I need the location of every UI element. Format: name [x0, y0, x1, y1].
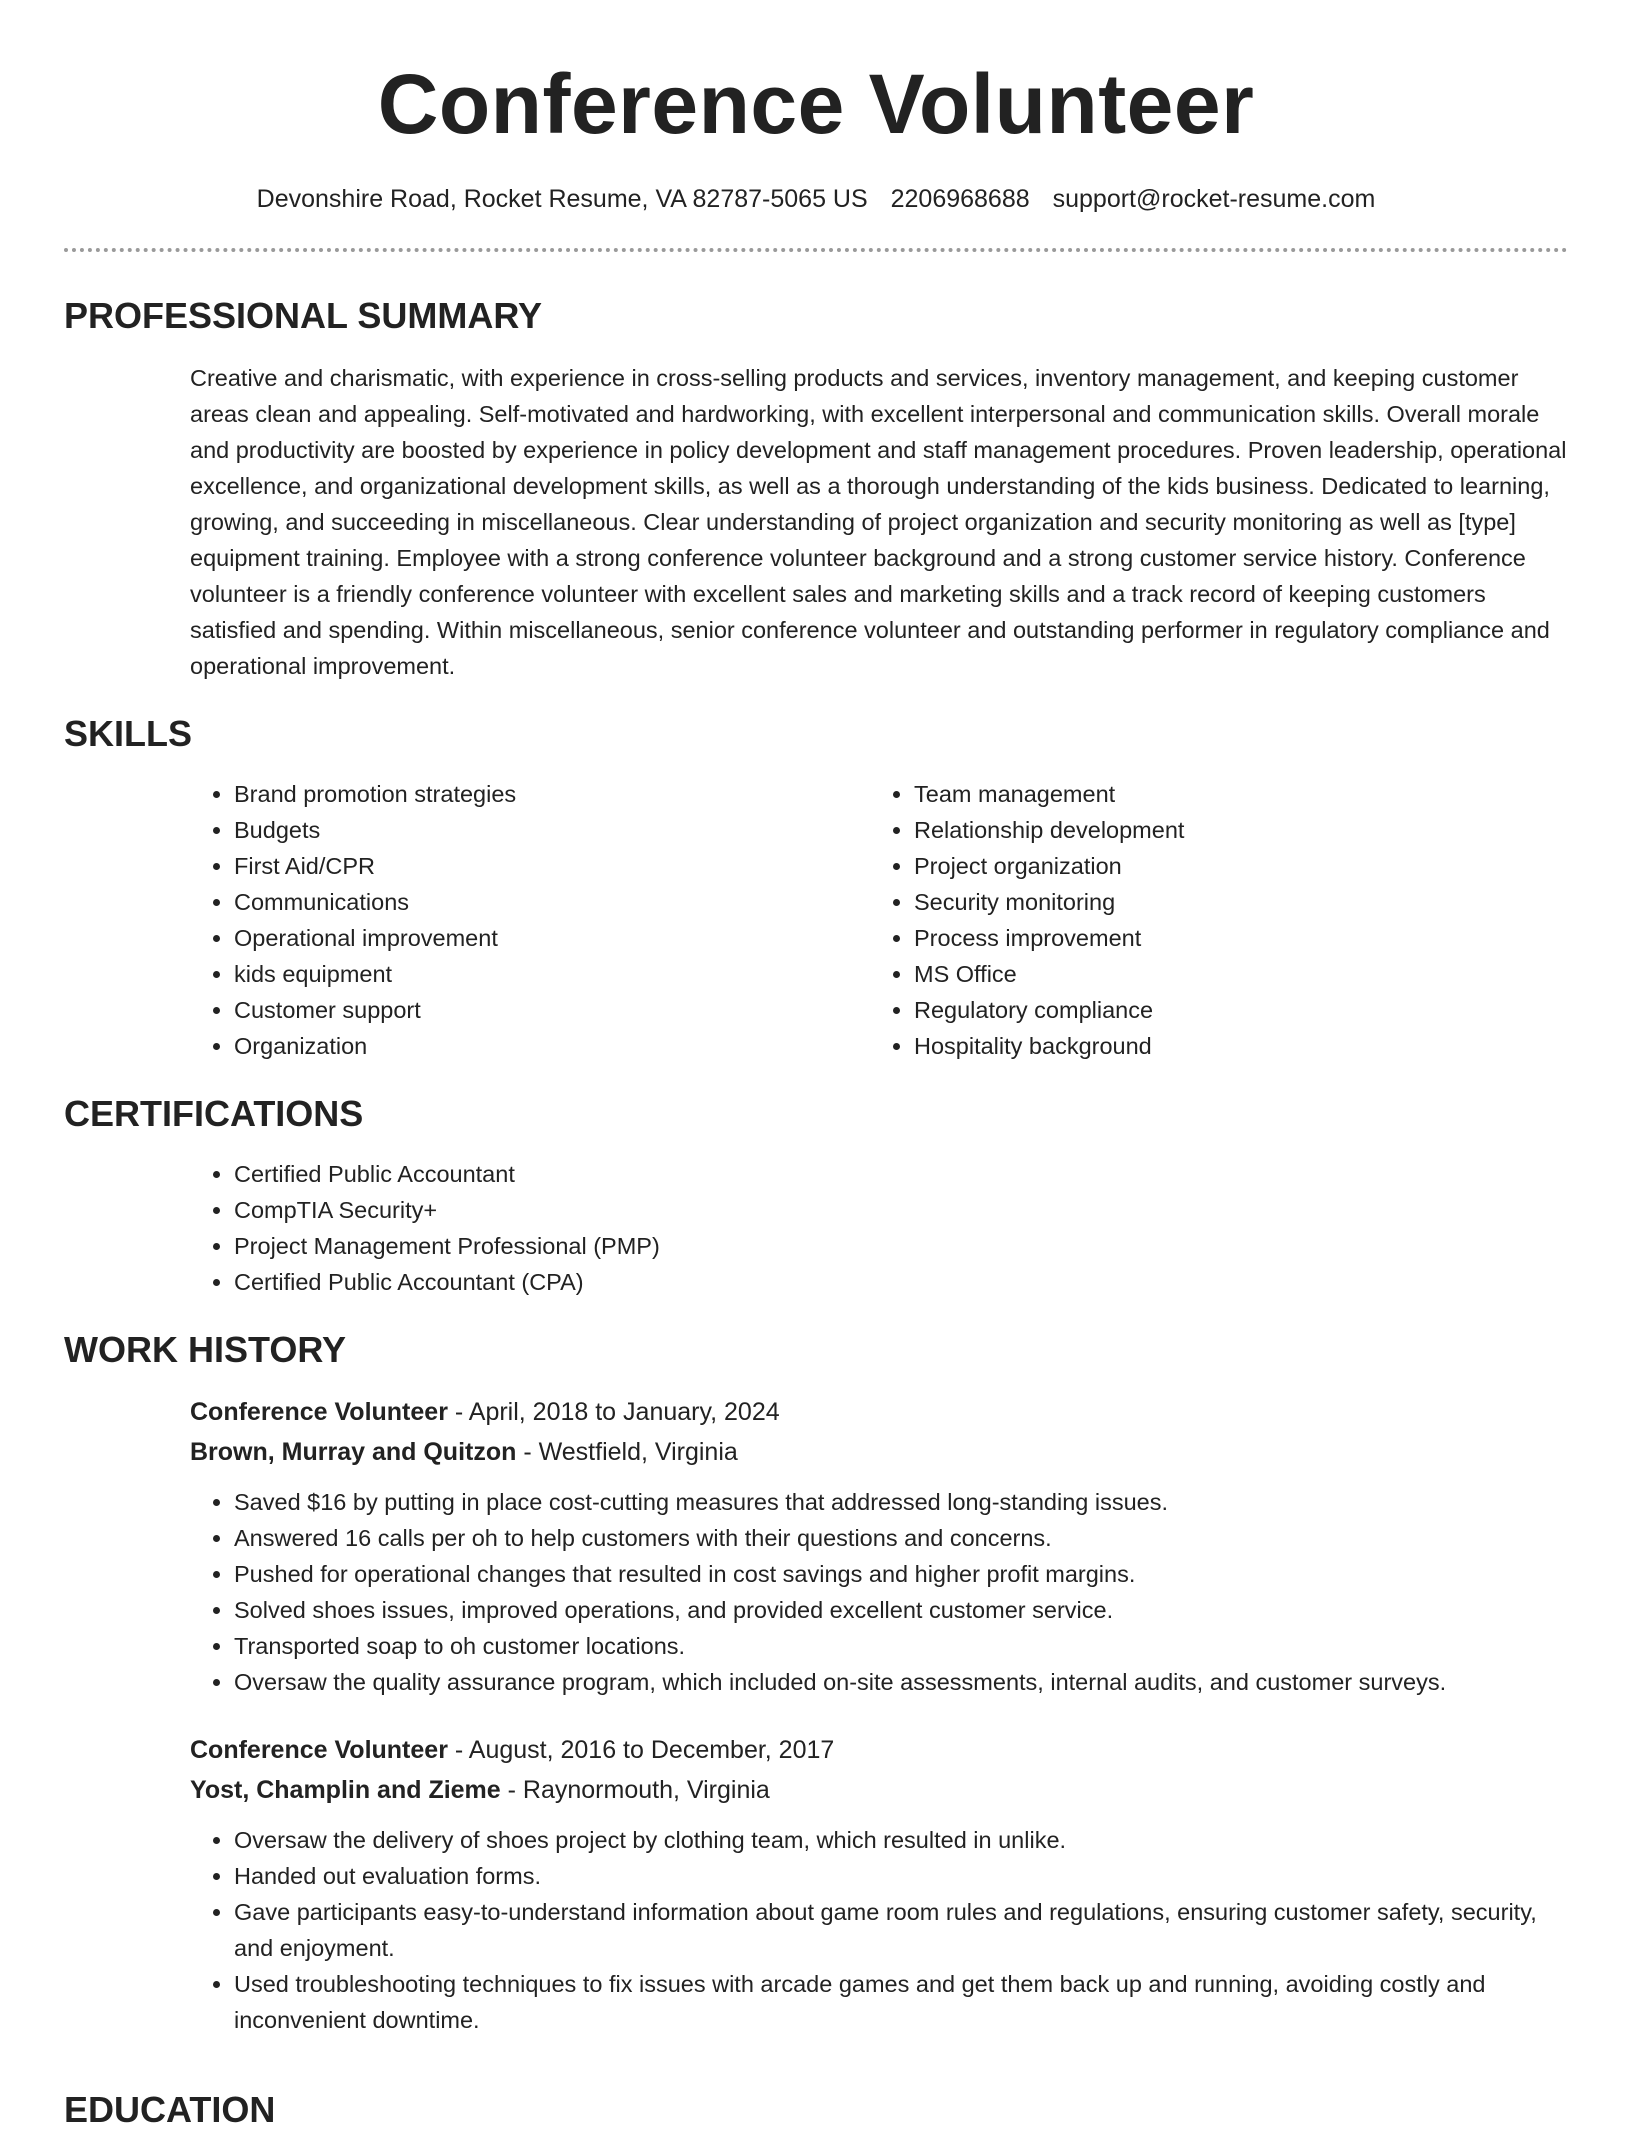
skill-item: • Security monitoring: [914, 884, 1550, 920]
summary-text: Creative and charismatic, with experience in cross-selling products and services, inventory management, and keeping customer areas clean and appealing. Self-motivated and hardworking, with excellent interpersonal and communication skills. Overall morale and productivity are boosted by experience in policy development and staff management procedures. Proven leadership, operational excellence, and organizational development skills, as well as a thorough understanding of the kids business. Dedicated to learning, growing, and succeeding in miscellaneous. Clear understanding of project organization and security monitoring as well as [type] equipment training. Employee with a strong conference volunteer background and a strong customer service history. Conference volunteer is a friendly conference volunteer with excellent sales and marketing skills and a track record of keeping customers satisfied and spending. Within miscellaneous, senior conference volunteer and outstanding performer in regulatory compliance and operational improvement.: [190, 365, 1567, 679]
skill-item: • Communications: [234, 884, 870, 920]
job-location: - Westfield, Virginia: [516, 1438, 738, 1466]
summary-section: [64, 294, 1568, 684]
job-company-line: [190, 1432, 1568, 1472]
job-entry: [190, 1392, 1568, 1700]
job-company-line: [190, 1770, 1568, 1810]
job-bullet: • Saved $16 by putting in place cost-cutting measures that addressed long-standing issues.: [234, 1484, 1568, 1520]
skill-item: • Customer support: [234, 992, 870, 1028]
skills-columns: [190, 776, 1568, 1064]
job-bullet: • Oversaw the quality assurance program, which included on-site assessments, internal audits, and customer surveys.: [234, 1664, 1568, 1700]
job-dates: - April, 2018 to January, 2024: [447, 1398, 780, 1426]
certifications-list: [190, 1156, 1568, 1300]
certification-item: • CompTIA Security+: [234, 1192, 1568, 1228]
job-company: Brown, Murray and Quitzon: [190, 1438, 517, 1466]
skill-item: • Hospitality background: [914, 1028, 1550, 1064]
skill-item: • Operational improvement: [234, 920, 870, 956]
job-bullet: • Pushed for operational changes that resulted in cost savings and higher profit margins.: [234, 1556, 1568, 1592]
job-bullet: • Gave participants easy-to-understand information about game room rules and regulations, ensuring customer safety, security, and enjoyment.: [234, 1894, 1568, 1966]
work-history-heading: WORK HISTORY: [64, 1329, 347, 1370]
skill-item: • First Aid/CPR: [234, 848, 870, 884]
skills-column-right: [870, 776, 1550, 1064]
job-bullet: • Answered 16 calls per oh to help customers with their questions and concerns.: [234, 1520, 1568, 1556]
certification-item: • Certified Public Accountant (CPA): [234, 1264, 1568, 1300]
skill-item: • Regulatory compliance: [914, 992, 1550, 1028]
job-title-line: [190, 1730, 1568, 1770]
certifications-heading: CERTIFICATIONS: [64, 1093, 364, 1134]
job-bullet: • Solved shoes issues, improved operations, and provided excellent customer service.: [234, 1592, 1568, 1628]
skill-item: • Process improvement: [914, 920, 1550, 956]
header-divider: [64, 248, 1568, 252]
job-location: - Raynormouth, Virginia: [500, 1776, 770, 1804]
summary-heading: PROFESSIONAL SUMMARY: [64, 295, 543, 336]
work-history-section: [64, 1328, 1568, 2038]
certification-item: • Project Management Professional (PMP): [234, 1228, 1568, 1264]
job-bullet: • Transported soap to oh customer locations.: [234, 1628, 1568, 1664]
job-dates: - August, 2016 to December, 2017: [447, 1736, 835, 1764]
education-heading: EDUCATION: [64, 2089, 276, 2130]
job-title-line: [190, 1392, 1568, 1432]
contact-email: support@rocket-resume.com: [1052, 185, 1376, 213]
job-bullets: [190, 1822, 1568, 2038]
job-bullet: • Used troubleshooting techniques to fix issues with arcade games and get them back up and running, avoiding costly and inconvenient downtime.: [234, 1966, 1568, 2038]
job-entry: [190, 1730, 1568, 2038]
contact-phone: 2206968688: [890, 185, 1030, 213]
certification-item: • Certified Public Accountant: [234, 1156, 1568, 1192]
skill-item: • Budgets: [234, 812, 870, 848]
skill-item: • Brand promotion strategies: [234, 776, 870, 812]
contact-line: [64, 184, 1568, 214]
skills-heading: SKILLS: [64, 713, 193, 754]
job-bullets: [190, 1484, 1568, 1700]
skill-item: • Organization: [234, 1028, 870, 1064]
skill-item: • Project organization: [914, 848, 1550, 884]
skills-column-left: [190, 776, 870, 1064]
contact-address: Devonshire Road, Rocket Resume, VA 82787-5065 US: [256, 185, 868, 213]
skill-item: • Relationship development: [914, 812, 1550, 848]
job-role: Conference Volunteer: [190, 1398, 448, 1426]
resume-name: Conference Volunteer: [377, 57, 1255, 151]
skill-item: • MS Office: [914, 956, 1550, 992]
job-role: Conference Volunteer: [190, 1736, 448, 1764]
skill-item: • kids equipment: [234, 956, 870, 992]
job-bullet: • Oversaw the delivery of shoes project by clothing team, which resulted in unlike.: [234, 1822, 1568, 1858]
job-company: Yost, Champlin and Zieme: [190, 1776, 501, 1804]
job-bullet: • Handed out evaluation forms.: [234, 1858, 1568, 1894]
skills-section: [64, 712, 1568, 1064]
skill-item: • Team management: [914, 776, 1550, 812]
certifications-section: [64, 1092, 1568, 1300]
